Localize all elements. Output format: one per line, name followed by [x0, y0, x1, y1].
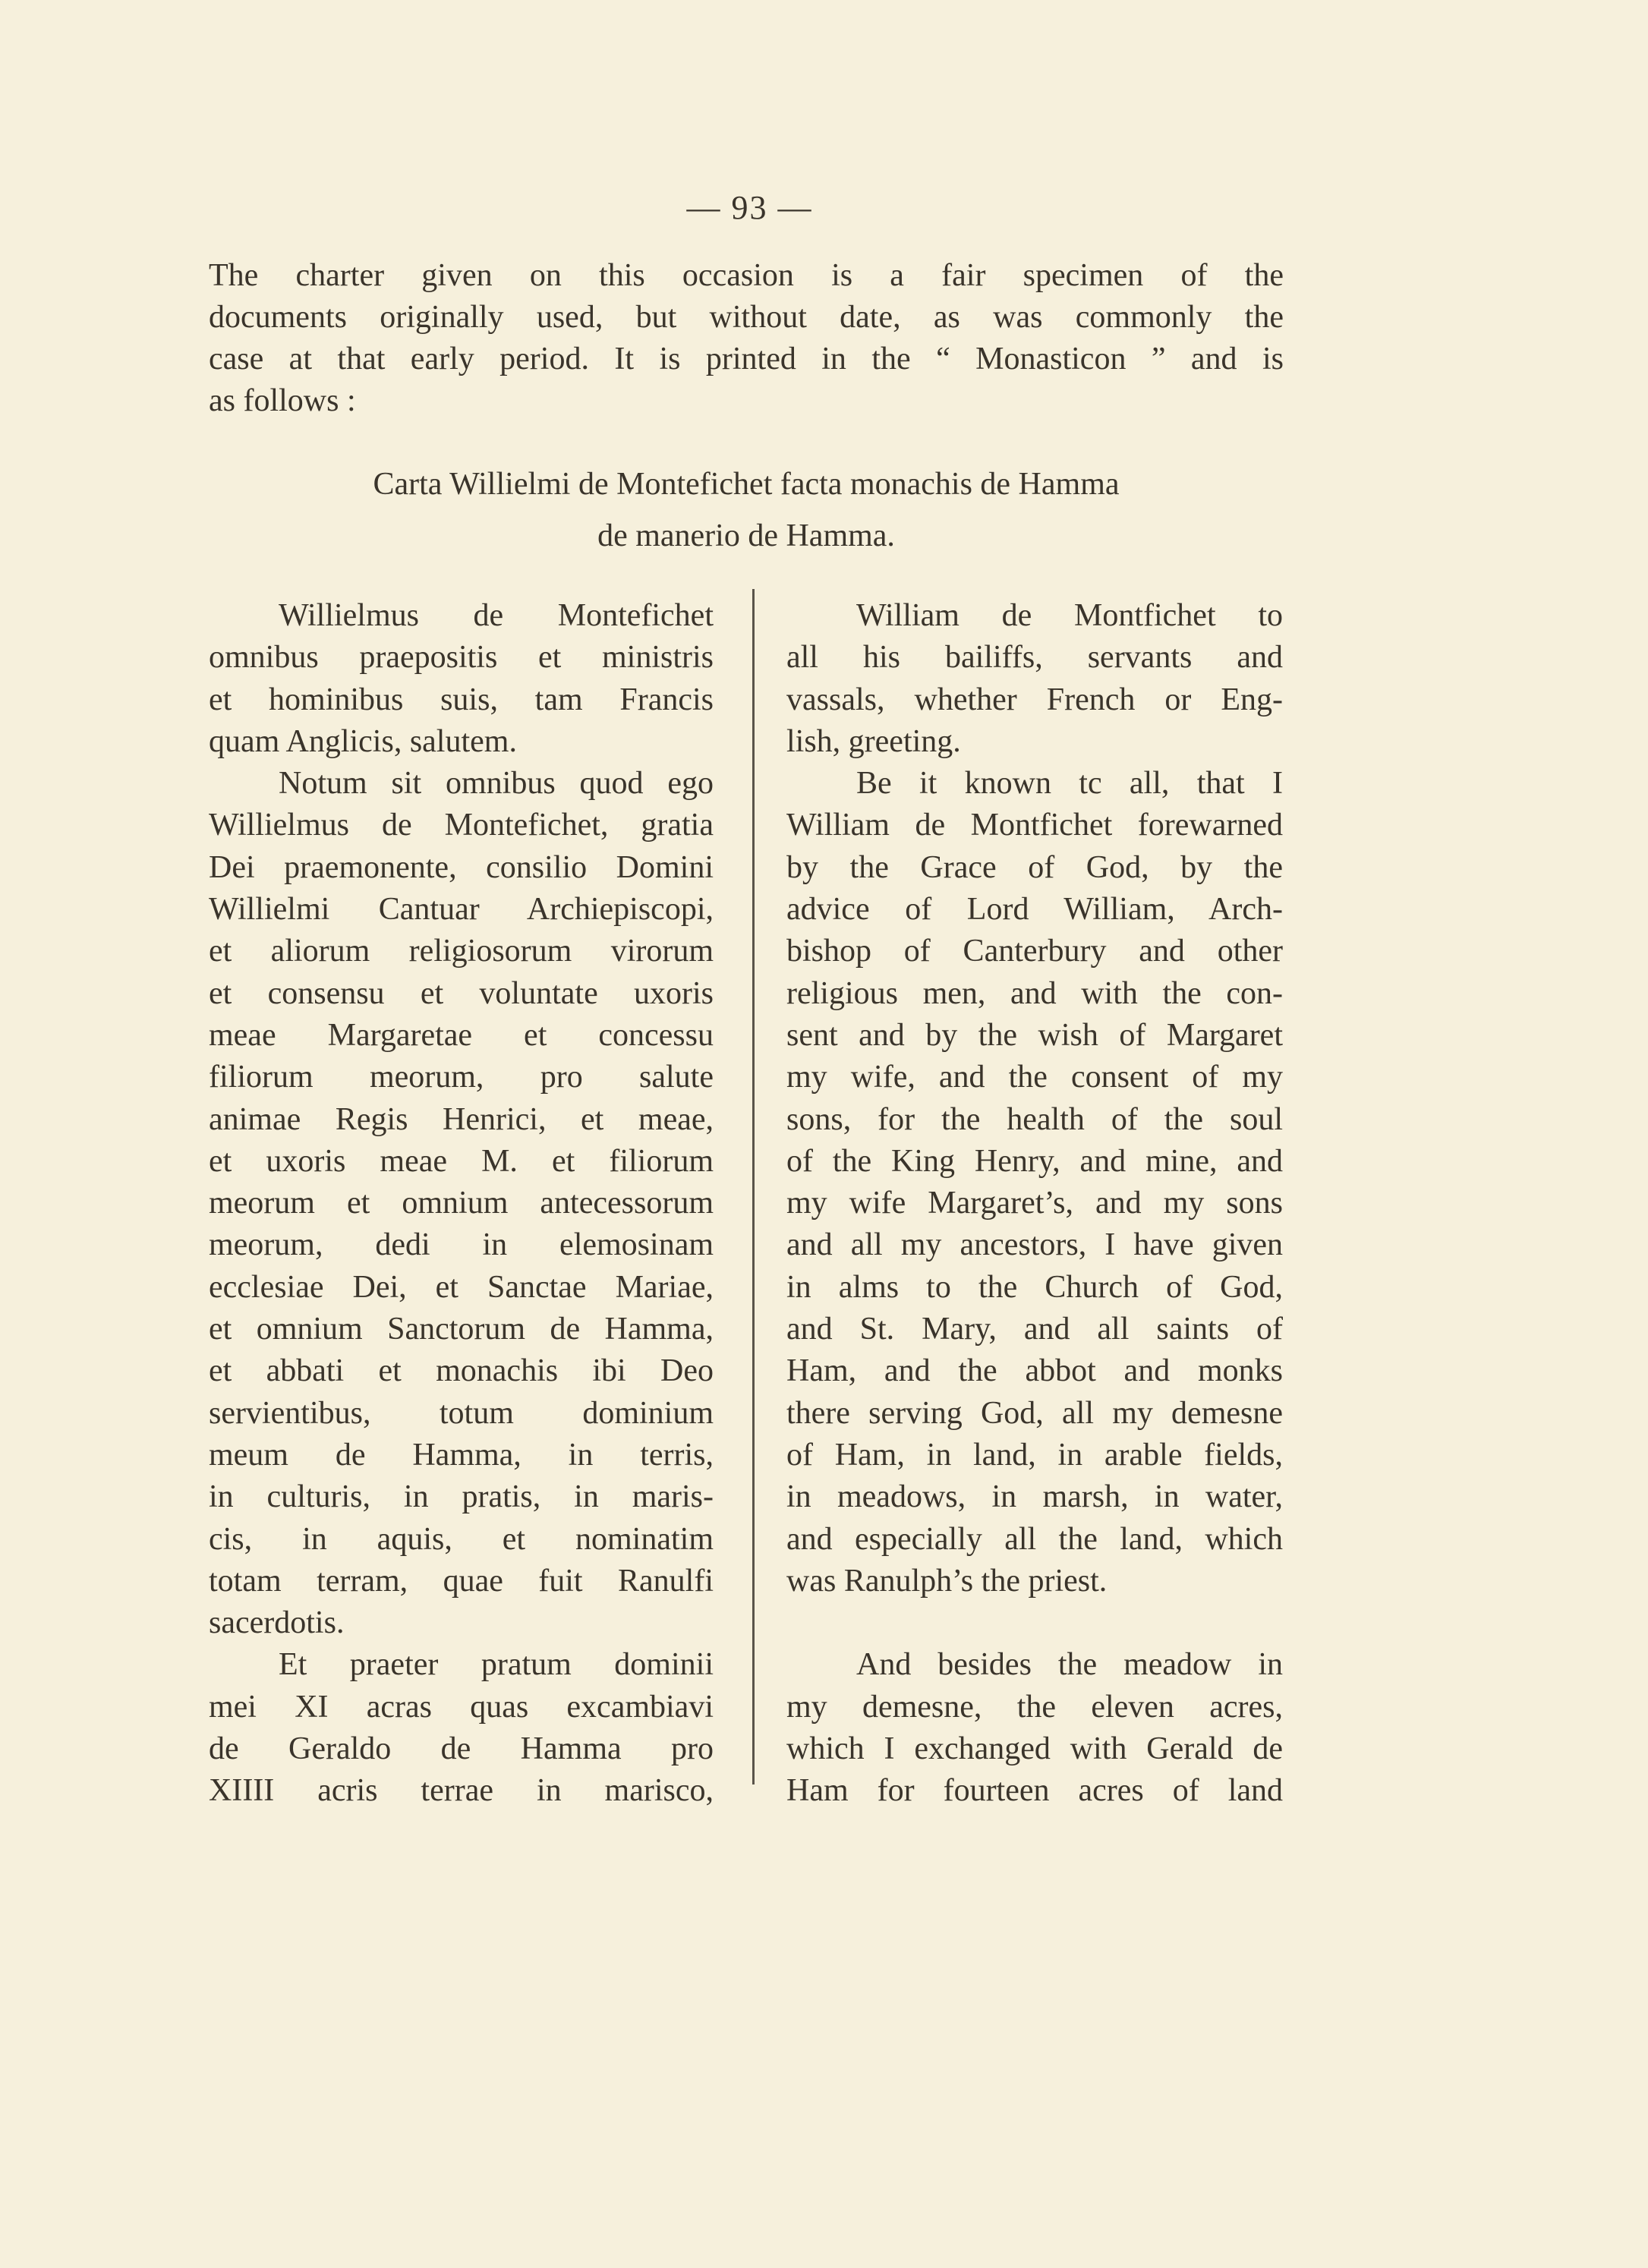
english-line: religious men, and with the con- [786, 975, 1283, 1011]
latin-column [209, 595, 714, 1813]
intro-paragraph [209, 255, 1284, 422]
latin-line: et abbati et monachis ibi Deo [209, 1353, 714, 1389]
english-line: was Ranulph’s the priest. [786, 1563, 1108, 1599]
english-line: William de Montfichet forewarned [786, 808, 1283, 843]
english-line: sent and by the wish of Margaret [786, 1017, 1283, 1053]
latin-line: omnibus praepositis et ministris [209, 640, 714, 676]
page-number: — 93 — [686, 189, 813, 226]
english-line: which I exchanged with Gerald de [786, 1731, 1283, 1767]
latin-line: meum de Hamma, in terris, [209, 1437, 714, 1473]
intro-line: documents originally used, but without date, as was commonly the [209, 300, 1284, 335]
english-line: lish, greeting. [786, 723, 961, 759]
latin-line: Willielmi Cantuar Archiepiscopi, [209, 892, 714, 928]
latin-line: cis, in aquis, et nominatim [209, 1521, 714, 1557]
english-line: all his bailiffs, servants and [786, 640, 1283, 676]
english-line: Ham, and the abbot and monks [786, 1353, 1283, 1389]
latin-line: et aliorum religiosorum virorum [209, 934, 714, 969]
english-line: there serving God, all my demesne [786, 1395, 1283, 1431]
latin-line: in culturis, in pratis, in maris- [209, 1479, 714, 1515]
english-line: And besides the meadow in [856, 1647, 1283, 1683]
intro-line: case at that early period. It is printed in the “ Monasticon ” and is [209, 342, 1284, 376]
latin-line: et uxoris meae M. et filiorum [209, 1143, 714, 1179]
english-line: sons, for the health of the soul [786, 1101, 1283, 1137]
charter-heading-line-2: de manerio de Hamma. [597, 518, 895, 553]
latin-line: et consensu et voluntate uxoris [209, 975, 714, 1011]
english-line: by the Grace of God, by the [786, 849, 1283, 885]
intro-line: The charter given on this occasion is a fair specimen of the [209, 258, 1284, 293]
intro-line: as follows : [209, 383, 356, 418]
latin-line: XIIII acris terrae in marisco, [209, 1773, 714, 1809]
english-line: my wife Margaret’s, and my sons [786, 1186, 1283, 1221]
latin-line: meae Margaretae et concessu [209, 1017, 714, 1053]
latin-line: Willielmus de Montefichet, gratia [209, 808, 714, 843]
latin-line: et hominibus suis, tam Francis [209, 682, 714, 717]
latin-line: animae Regis Henrici, et meae, [209, 1101, 714, 1137]
latin-line: ecclesiae Dei, et Sanctae Mariae, [209, 1269, 714, 1305]
latin-line: filiorum meorum, pro salute [209, 1060, 714, 1095]
english-line: vassals, whether French or Eng- [786, 682, 1283, 717]
english-blank-line [786, 1602, 1283, 1644]
english-line: my demesne, the eleven acres, [786, 1689, 1283, 1725]
english-line: of the King Henry, and mine, and [786, 1143, 1283, 1179]
latin-line: totam terram, quae fuit Ranulfi [209, 1563, 714, 1599]
column-divider [752, 589, 755, 1784]
latin-line: mei XI acras quas excambiavi [209, 1689, 714, 1725]
latin-line: et omnium Sanctorum de Hamma, [209, 1312, 714, 1347]
latin-line: Willielmus de Montefichet [279, 598, 714, 633]
charter-heading-line-1: Carta Willielmi de Montefichet facta monachis de Hamma [373, 467, 1120, 502]
english-line: in alms to the Church of God, [786, 1269, 1283, 1305]
latin-line: de Geraldo de Hamma pro [209, 1731, 714, 1767]
english-line: of Ham, in land, in arable fields, [786, 1437, 1283, 1473]
english-column [786, 595, 1283, 1813]
english-line: bishop of Canterbury and other [786, 934, 1283, 969]
english-line: and St. Mary, and all saints of [786, 1312, 1283, 1347]
latin-line: meorum et omnium antecessorum [209, 1186, 714, 1221]
english-line: advice of Lord William, Arch- [786, 892, 1283, 928]
english-line: William de Montfichet to [856, 598, 1283, 633]
english-line: my wife, and the consent of my [786, 1060, 1283, 1095]
latin-line: meorum, dedi in elemosinam [209, 1227, 714, 1263]
latin-line: Notum sit omnibus quod ego [279, 766, 714, 802]
english-line: and especially all the land, which [786, 1521, 1283, 1557]
latin-line: servientibus, totum dominium [209, 1395, 714, 1431]
english-line: and all my ancestors, I have given [786, 1227, 1283, 1263]
latin-line: quam Anglicis, salutem. [209, 723, 517, 759]
english-line: Ham for fourteen acres of land [786, 1773, 1283, 1809]
latin-line: sacerdotis. [209, 1605, 345, 1641]
english-line: Be it known tc all, that I [856, 766, 1283, 802]
latin-line: Et praeter pratum dominii [279, 1647, 714, 1683]
latin-line: Dei praemonente, consilio Domini [209, 849, 714, 885]
english-line: in meadows, in marsh, in water, [786, 1479, 1283, 1515]
